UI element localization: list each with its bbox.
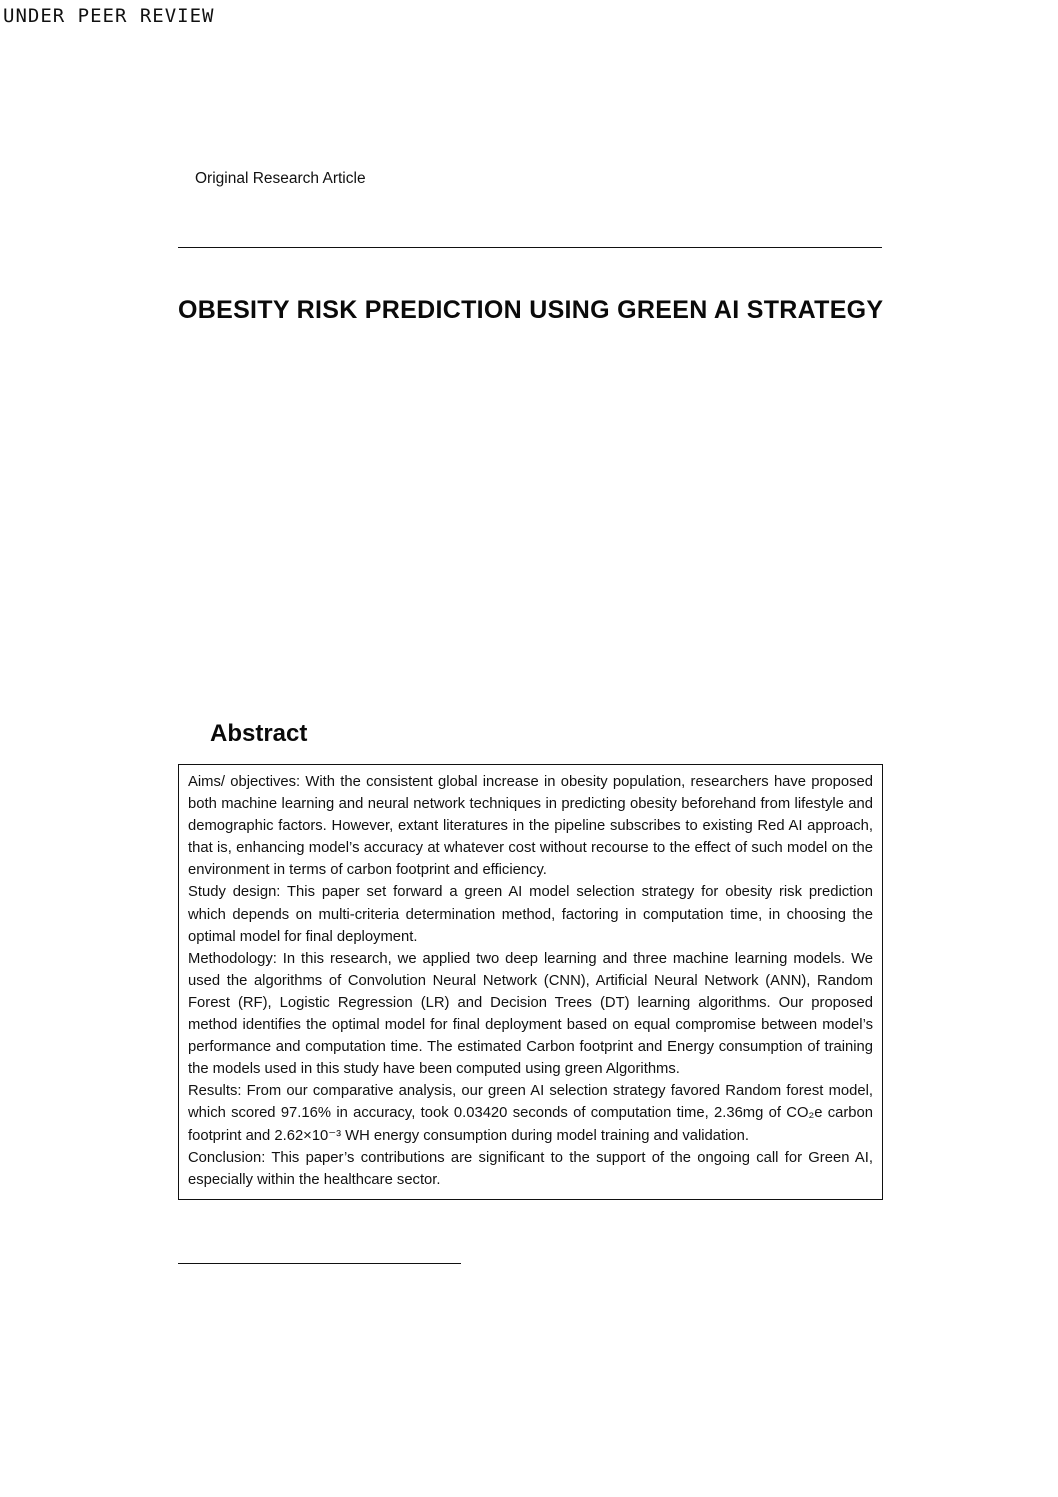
abstract-paragraph-aims: Aims/ objectives: With the consistent global increase in obesity population, researchers have proposed both machine learning and neural network techniques in predicting obesity beforehand from lifestyle and demographic factors. However, extant literatures in the pipeline subscribes to existing Red AI approach, that is, enhancing model’s accuracy at whatever cost without recourse to the effect of such model on the environment in terms of carbon footprint and efficiency. [188,774,873,879]
abstract-paragraph-methodology: Methodology: In this research, we applied two deep learning and three machine learning models. We used the algorithms of Convolution Neural Network (CNN), Artificial Neural Network (ANN), Random Forest (RF), Logistic Regression (LR) and Decision Trees (DT) learning algorithms. Our proposed method identifies the optimal model for final deployment based on equal compromise between model’s performance and computation time. The estimated Carbon footprint and Energy consumption of training the models used in this study have been computed using green Algorithms. [188,950,873,1078]
abstract-heading: Abstract [210,720,308,747]
paper-title: OBESITY RISK PREDICTION USING GREEN AI STRATEGY [178,296,884,324]
review-status-banner: UNDER PEER REVIEW [3,5,215,27]
title-separator-rule [178,247,882,248]
article-type-label: Original Research Article [195,170,366,187]
abstract-paragraph-conclusion: Conclusion: This paper’s contributions are significant to the support of the ongoing call for Green AI, especially within the healthcare sector. [188,1149,873,1188]
abstract-paragraph-results: Results: From our comparative analysis, our green AI selection strategy favored Random forest model, which scored 97.16% in accuracy, took 0.03420 seconds of computation time, 2.36mg of CO₂e carbon footprint and 2.62×10⁻³ WH energy consumption during model training and validation. [188,1083,873,1144]
abstract-box [178,764,883,1200]
abstract-paragraph-study-design: Study design: This paper set forward a green AI model selection strategy for obesity risk prediction which depends on multi-criteria determination method, factoring in computation time, in choosing the optimal model for final deployment. [188,884,873,945]
footnote-rule [178,1263,461,1264]
